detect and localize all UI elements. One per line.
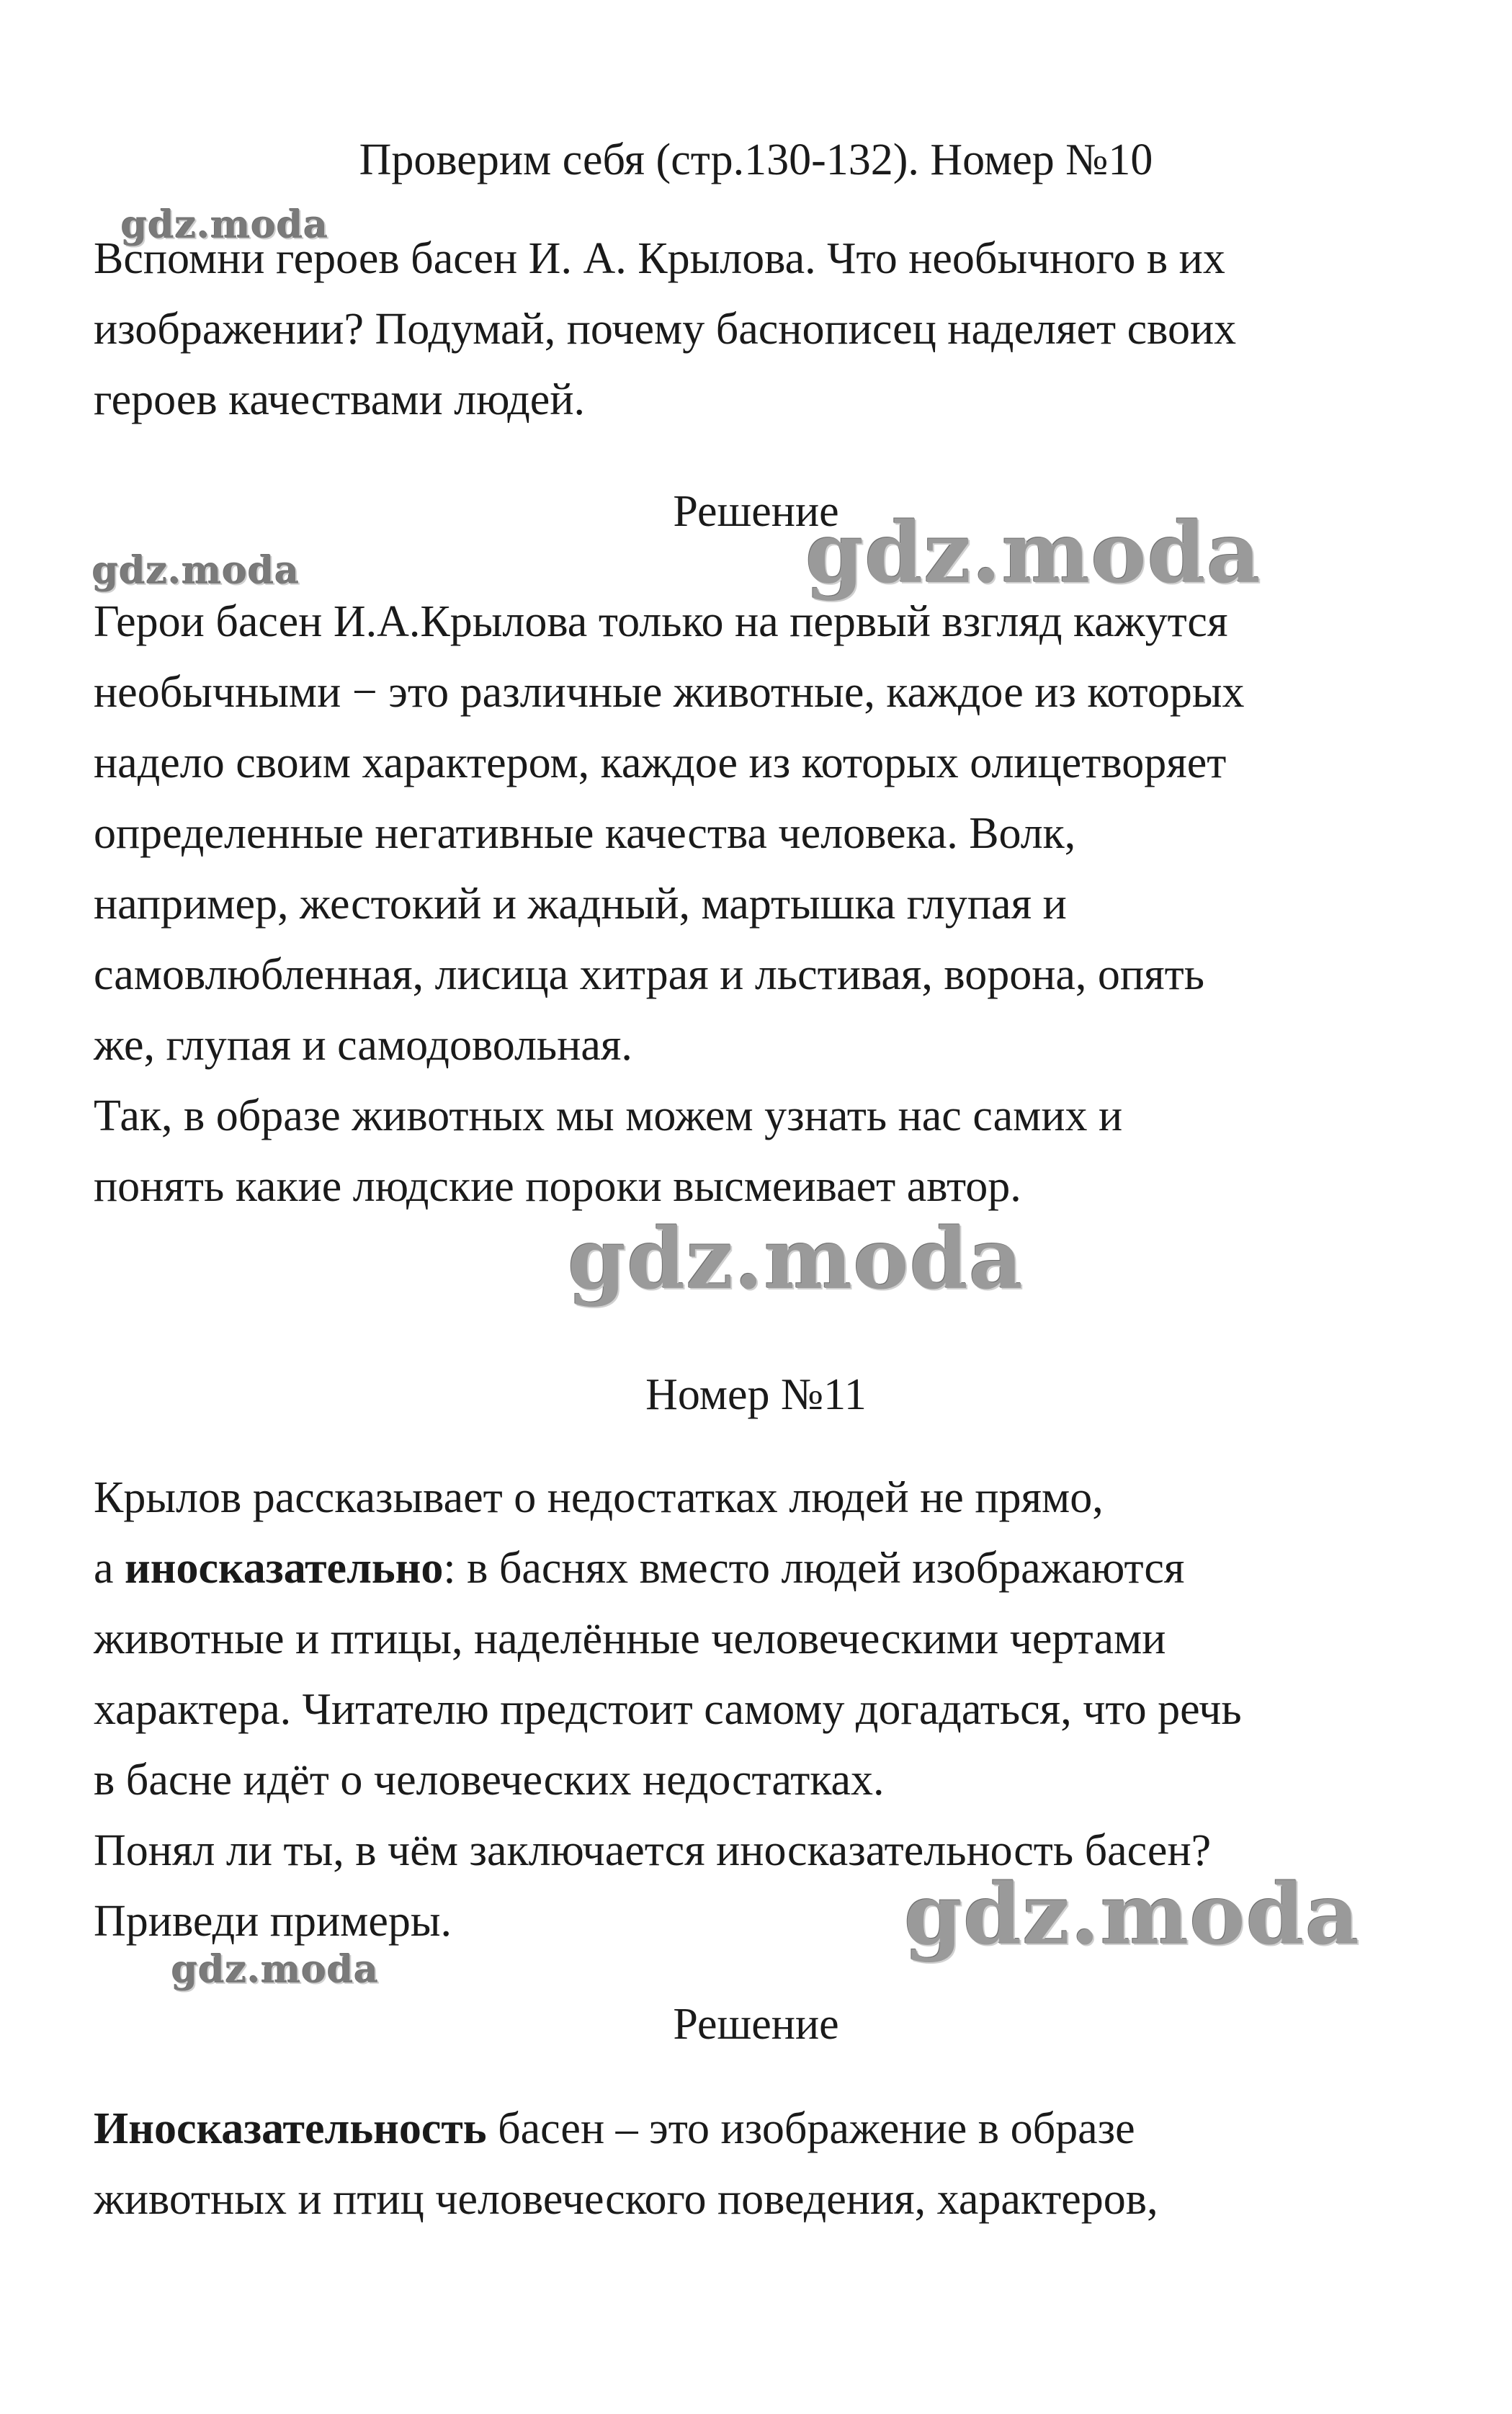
task10-answer-line: необычными − это различные животные, каждое из которых (94, 668, 1245, 717)
task10-question (94, 223, 1462, 435)
task11-heading: Номер №11 (645, 1370, 867, 1419)
task10-answer-line: например, жестокий и жадный, мартышка глупая и (94, 880, 1067, 929)
task10-question-line: Вспомни героев басен И. А. Крылова. Что необычного в их (94, 234, 1225, 283)
task10-question-line: героев качествами людей. (94, 375, 585, 424)
task11-intro-line: характера. Читателю предстоит самому догадаться, что речь (94, 1685, 1242, 1734)
page-title: Проверим себя (стр.130-132). Номер №10 (359, 135, 1153, 184)
task10-answer-line: Так, в образе животных мы можем узнать нас самих и (94, 1091, 1123, 1140)
task10-answer-line: самовлюбленная, лисица хитрая и льстивая, ворона, опять (94, 950, 1204, 999)
task11-answer-bold-term: Иносказательность (94, 2104, 487, 2153)
task11-intro-line: Крылов рассказывает о недостатках людей не прямо, (94, 1473, 1104, 1522)
task10-answer-line: понять какие людские пороки высмеивает автор. (94, 1162, 1021, 1211)
task10-answer (94, 586, 1462, 1222)
task11-intro-line: Понял ли ты, в чём заключается иносказательность басен? (94, 1826, 1212, 1875)
watermark: gdz.moda (568, 1210, 1024, 1308)
task11-intro-rest: : в баснях вместо людей изображаются (443, 1544, 1185, 1593)
watermark: gdz.moda (121, 203, 329, 247)
task10-answer-line: же, глупая и самодовольная. (94, 1021, 632, 1070)
task11-intro-line: животные и птицы, наделённые человеческими чертами (94, 1614, 1166, 1663)
task11-intro-bold-term: иносказательно (125, 1544, 444, 1593)
task11-intro-line: Приведи примеры. (94, 1897, 452, 1946)
task11-intro-line: в басне идёт о человеческих недостатках. (94, 1756, 885, 1805)
task11-intro-prefix: а (94, 1544, 125, 1593)
task11-intro-line (94, 1533, 1462, 1604)
watermark: gdz.moda (805, 504, 1261, 602)
task11-solution-heading: Решение (673, 2000, 839, 2049)
task11-answer-line (94, 2093, 1462, 2164)
task11-answer-line: животных и птиц человеческого поведения, характеров, (94, 2175, 1158, 2224)
task11-answer-rest: басен – это изображение в образе (486, 2104, 1135, 2153)
task10-solution-heading: Решение (673, 487, 839, 536)
task10-answer-line: определенные негативные качества человека. Волк, (94, 809, 1076, 858)
watermark: gdz.moda (904, 1866, 1360, 1964)
watermark: gdz.moda (171, 1948, 380, 1992)
task10-answer-line: Герои басен И.А.Крылова только на первый взгляд кажутся (94, 597, 1228, 646)
watermark: gdz.moda (92, 549, 300, 593)
task11-answer (94, 2093, 1462, 2235)
task10-answer-line: надело своим характером, каждое из которых олицетворяет (94, 738, 1227, 787)
task10-question-line: изображении? Подумай, почему баснописец наделяет своих (94, 305, 1237, 354)
